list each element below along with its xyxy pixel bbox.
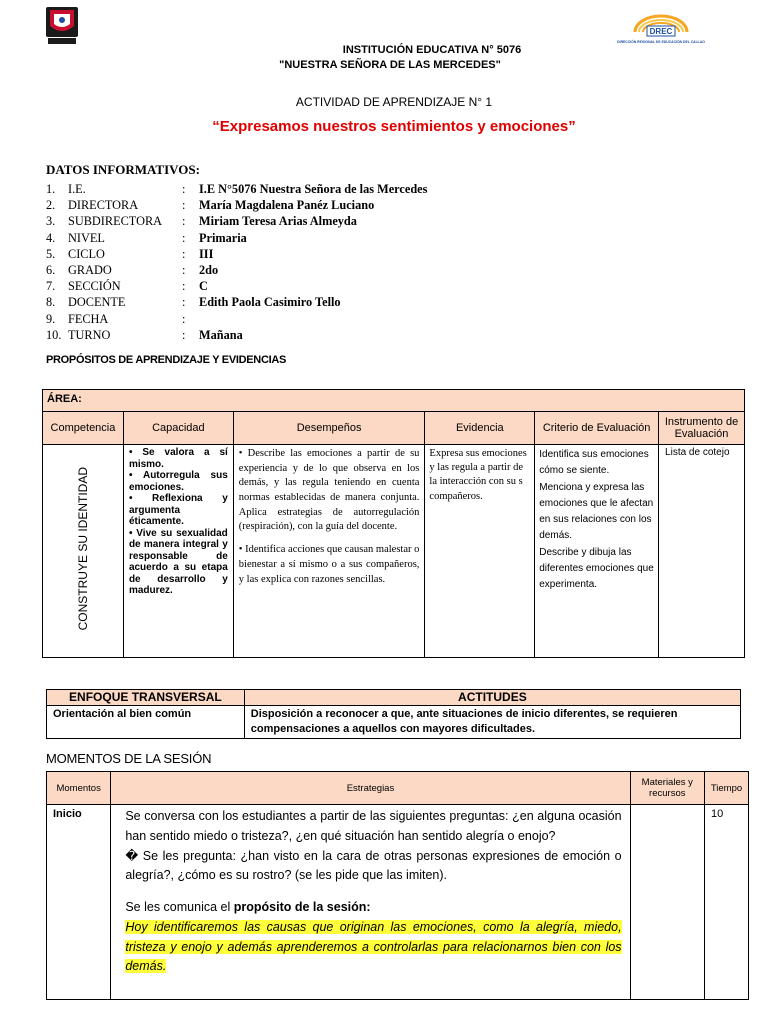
- materiales-cell: [630, 805, 704, 1000]
- school-name: "NUESTRA SEÑORA DE LAS MERCEDES": [279, 59, 501, 71]
- area-label: ÁREA:: [43, 390, 745, 412]
- criterio-item: Identifica sus emociones cómo se siente.: [539, 449, 649, 476]
- desempenos-cell: [233, 445, 425, 658]
- estrategia-paragraph: � Se les pregunta: ¿han visto en la cara de otras personas expresiones de emoción o alegría?, ¿cómo es su rostro? (se les pide que las imiten).: [125, 848, 622, 883]
- enfoque-name: Orientación al bien común: [47, 706, 245, 739]
- momentos-table: [46, 771, 749, 1000]
- capacidad-item: • Reflexiona y argumenta éticamente.: [128, 493, 228, 527]
- instrumento-cell: Lista de cotejo: [659, 445, 745, 658]
- momentos-heading: MOMENTOS DE LA SESIÓN: [46, 751, 212, 766]
- capacidad-item: • Autorregula sus emociones.: [128, 470, 228, 493]
- criterio-item: Menciona y expresa las emociones que le afectan en sus relaciones con los demás.: [539, 482, 654, 541]
- school-crest-logo: [44, 6, 80, 46]
- criterio-item: Describe y dibuja las diferentes emociones que experimenta.: [539, 547, 654, 590]
- competencia-cell: [43, 445, 124, 658]
- propositos-table: [42, 389, 745, 658]
- svg-text:DIRECCIÓN REGIONAL DE EDUCACIÓ: DIRECCIÓN REGIONAL DE EDUCACIÓN DEL CALLAO: [617, 40, 705, 44]
- col-enfoque: ENFOQUE TRANSVERSAL: [47, 690, 245, 706]
- desempeno-item: • Identifica acciones que causan malestar o bienestar a sí mismo o a sus compañeros, y las explica con razones sencillas.: [238, 544, 420, 585]
- col-desempenos: Desempeños: [233, 412, 425, 445]
- col-estrategias: Estrategias: [111, 772, 630, 805]
- institution-title: INSTITUCIÓN EDUCATIVA N° 5076: [342, 44, 522, 56]
- col-competencia: Competencia: [43, 412, 124, 445]
- datos-heading: DATOS INFORMATIVOS:: [46, 162, 200, 177]
- propositos-heading: PROPÓSITOS DE APRENDIZAJE Y EVIDENCIAS: [46, 354, 287, 366]
- activity-title: “Expresamos nuestros sentimientos y emociones”: [212, 118, 576, 135]
- proposito-intro: Se les comunica el propósito de la sesión:: [125, 900, 371, 914]
- competencia-text: CONSTRUYE SU IDENTIDAD: [75, 466, 90, 631]
- activity-heading: ACTIVIDAD DE APRENDIZAJE N° 1: [295, 95, 493, 109]
- svg-text:DREC: DREC: [649, 27, 673, 36]
- proposito-text: Hoy identificaremos las causas que originan las emociones, como la alegría, miedo, tristeza y enojo y además aprenderemos a controlarlas para relacionarnos bien con los demás.: [125, 919, 622, 974]
- col-actitudes: ACTITUDES: [244, 690, 740, 706]
- enfoque-table: [46, 689, 741, 739]
- col-criterio: Criterio de Evaluación: [535, 412, 659, 445]
- col-momentos: Momentos: [47, 772, 111, 805]
- col-instrumento: Instrumento de Evaluación: [659, 412, 745, 445]
- criterio-cell: [535, 445, 659, 658]
- tiempo-cell: 10: [704, 805, 748, 1000]
- col-evidencia: Evidencia: [425, 412, 535, 445]
- col-materiales: Materiales y recursos: [630, 772, 704, 805]
- col-capacidad: Capacidad: [123, 412, 233, 445]
- capacidad-cell: [123, 445, 233, 658]
- estrategias-cell: [111, 805, 630, 1000]
- estrategia-paragraph: Se conversa con los estudiantes a partir de las siguientes preguntas: ¿en alguna ocasión han sentido miedo o tristeza?, ¿en qué situación han sentido alegría o enojo?: [125, 809, 622, 843]
- momento-inicio: Inicio: [47, 805, 111, 1000]
- capacidad-item: • Se valora a sí mismo.: [128, 447, 228, 470]
- capacidad-item: • Vive su sexualidad de manera integral y responsable de acuerdo a su etapa de desarrollo y madurez.: [128, 527, 228, 596]
- evidencia-cell: Expresa sus emociones y las regula a partir de la interacción con su s compañeros.: [425, 445, 535, 658]
- desempeno-item: • Describe las emociones a partir de su experiencia y de lo que observa en los demás, y las regula teniendo en cuenta normas establecidas de manera conjunta. Aplica estrategias de autorregulación (respiración), con la guía del docente.: [238, 448, 420, 533]
- col-tiempo: Tiempo: [704, 772, 748, 805]
- enfoque-actitud: Disposición a reconocer a que, ante situaciones de inicio diferentes, se requieren compensaciones a aquellos con mayores dificultades.: [244, 706, 740, 739]
